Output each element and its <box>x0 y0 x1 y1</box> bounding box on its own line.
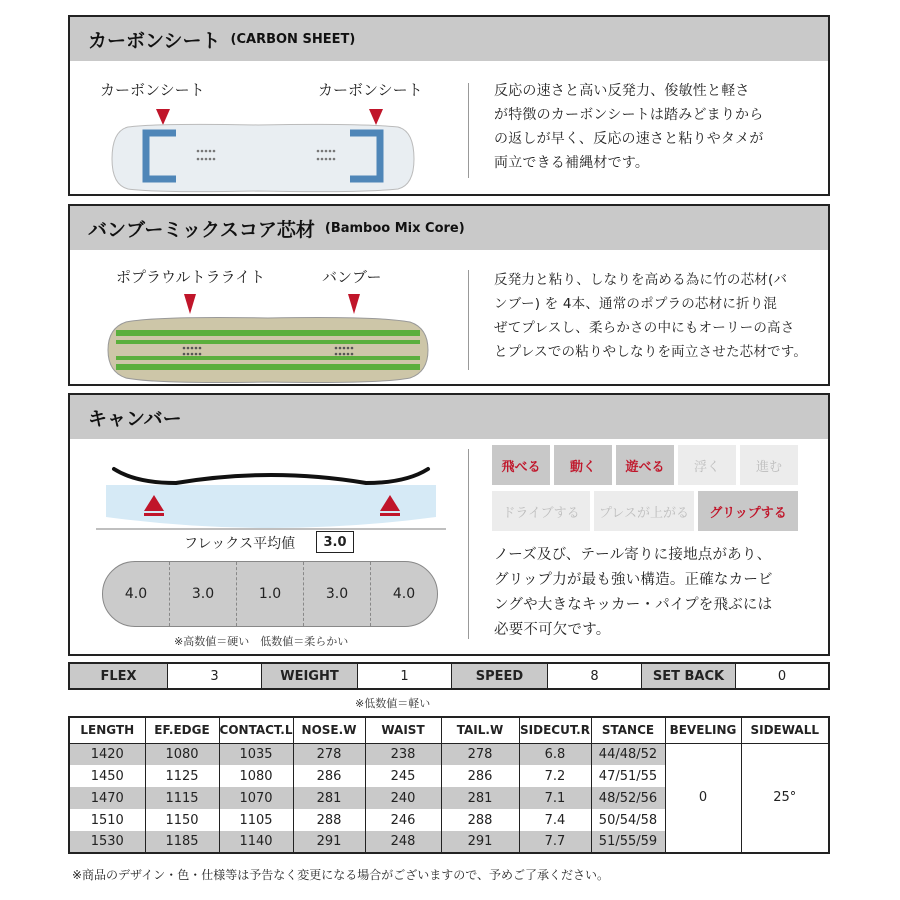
camber-description: ノーズ及び、テール寄りに接地点があり、 グリップ力が最も強い構造。正確なカービ ングや大きなキッカー・パイプを飛ぶには 必要不可欠です。 <box>494 547 773 638</box>
flex-note: ※高数値＝硬い 低数値＝柔らかい <box>174 635 349 648</box>
feel-tag-grip: グリップする <box>698 491 798 531</box>
col-stance: STANCE <box>591 717 665 743</box>
flex-avg-value: 3.0 <box>316 531 354 553</box>
camber-profile-illustration <box>96 447 446 537</box>
feel-tag-fly: 飛べる <box>492 445 550 485</box>
core-panel <box>68 204 830 386</box>
carbon-title: カーボンシート <box>88 29 221 52</box>
spec-flex-label: FLEX <box>70 664 168 688</box>
footer-disclaimer: ※商品のデザイン・色・仕様等は予告なく変更になる場合がございますので、予めご了承ください。 <box>72 868 609 882</box>
core-board-illustration <box>98 284 438 384</box>
size-spec-table <box>68 716 830 854</box>
spec-weight-value: 1 <box>358 664 452 688</box>
col-contact-l: CONTACT.L <box>219 717 293 743</box>
core-header <box>70 206 828 250</box>
beveling-value: 0 <box>665 743 741 853</box>
core-bamboo-strip-4 <box>116 364 420 370</box>
table-row: 1450 1125 1080 286 245 286 7.2 47/51/55 <box>69 765 829 787</box>
core-label-right: バンブー <box>322 268 382 286</box>
core-board-shape <box>108 318 428 383</box>
spec-summary-row <box>68 662 830 690</box>
col-length: LENGTH <box>69 717 145 743</box>
col-beveling: BEVELING <box>665 717 741 743</box>
carbon-panel <box>68 15 830 196</box>
col-nose-w: NOSE.W <box>293 717 365 743</box>
weight-note: ※低数値＝軽い <box>355 697 431 710</box>
core-label-left: ポプラウルトラライト <box>116 268 266 286</box>
spec-setback-label: SET BACK <box>642 664 736 688</box>
carbon-label-left: カーボンシート <box>100 81 205 99</box>
carbon-board-illustration <box>98 99 428 199</box>
feel-tag-float: 浮く <box>678 445 736 485</box>
flex-segment: 1.0 <box>237 562 304 626</box>
core-bamboo-strip-2 <box>116 340 420 344</box>
col-sidewall: SIDEWALL <box>741 717 829 743</box>
camber-header <box>70 395 828 439</box>
col-sidecut-r: SIDECUT.R <box>519 717 591 743</box>
core-title-en: (Bamboo Mix Core) <box>324 220 465 236</box>
carbon-label-right: カーボンシート <box>318 81 423 99</box>
table-row: 1530 1185 1140 291 248 291 7.7 51/55/59 <box>69 831 829 853</box>
carbon-title-en: (CARBON SHEET) <box>230 31 356 47</box>
spec-weight-label: WEIGHT <box>262 664 358 688</box>
col-tail-w: TAIL.W <box>441 717 519 743</box>
core-divider <box>468 270 469 370</box>
camber-divider <box>468 449 469 639</box>
carbon-marker-left <box>156 109 170 125</box>
table-header-row <box>69 717 829 743</box>
carbon-marker-right <box>369 109 383 125</box>
core-bamboo-strip-3 <box>116 356 420 360</box>
feel-tag-play: 遊べる <box>616 445 674 485</box>
core-description: 反発力と粘り、しなりを高める為に竹の芯材(バ ンブー) を 4本、通常のポプラの芯材に折り混 ぜてプレスし、柔らかさの中にもオーリーの高さ とプレスでの粘りやしなりを両立させた芯材です。 <box>494 272 808 360</box>
feel-tag-press: プレスが上がる <box>594 491 694 531</box>
table-row: 1420 1080 1035 278 238 278 6.8 44/48/52 0 25° <box>69 743 829 765</box>
feel-tag-move: 動く <box>554 445 612 485</box>
core-title: バンブーミックスコア芯材 <box>88 218 315 241</box>
spec-setback-value: 0 <box>777 668 787 684</box>
carbon-divider <box>468 83 469 178</box>
spec-speed-value: 8 <box>548 664 642 688</box>
camber-title: キャンバー <box>88 407 182 430</box>
core-bamboo-strip-1 <box>116 330 420 336</box>
flex-segment: 4.0 <box>392 586 416 602</box>
camber-panel <box>68 393 830 656</box>
flex-distribution-board <box>102 561 438 627</box>
flex-segment: 4.0 <box>103 562 170 626</box>
feel-tag-drive: ドライブする <box>492 491 590 531</box>
flex-segment: 3.0 <box>170 562 237 626</box>
col-ef-edge: EF.EDGE <box>145 717 219 743</box>
camber-profile-line <box>114 469 428 483</box>
spec-speed-label: SPEED <box>452 664 548 688</box>
spec-flex-value: 3 <box>168 664 262 688</box>
flex-avg-label: フレックス平均値 <box>184 536 296 552</box>
core-marker-right <box>348 294 360 314</box>
flex-segment: 3.0 <box>304 562 371 626</box>
carbon-description: 反応の速さと高い反発力、俊敏性と軽さ が特徴のカーボンシートは踏みどまりから の返しが早く、反応の速さと粘りやタメが 両立できる補縄材です。 <box>494 83 764 171</box>
core-marker-left <box>184 294 196 314</box>
sidewall-value: 25° <box>741 743 829 853</box>
table-row: 1510 1150 1105 288 246 288 7.4 50/54/58 <box>69 809 829 831</box>
carbon-header <box>70 17 828 61</box>
col-waist: WAIST <box>365 717 441 743</box>
table-row: 1470 1115 1070 281 240 281 7.1 48/52/56 <box>69 787 829 809</box>
feel-tag-advance: 進む <box>740 445 798 485</box>
